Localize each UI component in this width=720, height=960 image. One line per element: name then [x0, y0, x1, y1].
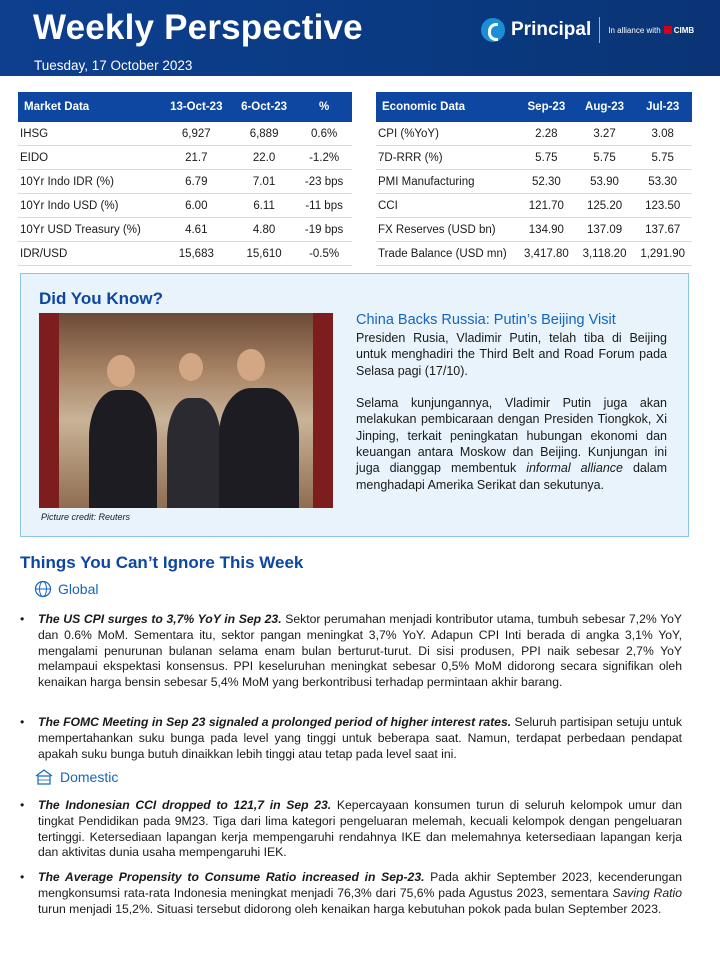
table-cell: 3.08 [633, 122, 692, 146]
news-emphasis: Saving Ratio [612, 885, 682, 900]
table-cell: -1.2% [296, 146, 352, 170]
photo-figure [219, 388, 299, 508]
table-row [18, 146, 352, 170]
table-row [18, 122, 352, 146]
column-header: Market Data [18, 92, 161, 122]
table-cell: 53.90 [576, 170, 634, 194]
news-headline: The Indonesian CCI dropped to 121,7 in Sep 23. [38, 798, 332, 812]
table-cell: 137.67 [633, 218, 692, 242]
row-label: PMI Manufacturing [376, 170, 517, 194]
column-header: Economic Data [376, 92, 517, 122]
cimb-logo-icon [664, 26, 672, 34]
table-cell: 4.80 [232, 218, 296, 242]
column-header: % [296, 92, 352, 122]
row-label: FX Reserves (USD bn) [376, 218, 517, 242]
table-cell: 6.11 [232, 194, 296, 218]
column-header: Aug-23 [576, 92, 634, 122]
table-cell: -19 bps [296, 218, 352, 242]
table-cell: 5.75 [633, 146, 692, 170]
table-row [376, 218, 692, 242]
row-label: 10Yr USD Treasury (%) [18, 218, 161, 242]
photo-figure-head [107, 355, 135, 387]
row-label: IHSG [18, 122, 161, 146]
table-row [18, 242, 352, 266]
table-cell: 5.75 [517, 146, 576, 170]
principal-logo-icon [481, 18, 505, 42]
globe-icon [34, 580, 52, 598]
table-row [376, 242, 692, 266]
table-row [376, 146, 692, 170]
bullet-dot: • [20, 715, 25, 729]
bullet-dot: • [20, 798, 25, 812]
table-cell: -23 bps [296, 170, 352, 194]
brand-block [481, 17, 694, 43]
table-cell: 137.09 [576, 218, 634, 242]
news-headline: The US CPI surges to 3,7% YoY in Sep 23. [38, 612, 282, 626]
section-title: Things You Can’t Ignore This Week [20, 553, 304, 572]
table-cell: 1,291.90 [633, 242, 692, 266]
brand-name: Principal [511, 19, 592, 40]
story-title: China Backs Russia: Putin’s Beijing Visit [356, 312, 616, 328]
economic-data-table [376, 92, 692, 266]
picture-credit: Picture credit: Reuters [41, 512, 131, 522]
column-header: Jul-23 [633, 92, 692, 122]
did-you-know-heading: Did You Know? [39, 289, 164, 308]
table-row [18, 194, 352, 218]
photo-pillar [39, 313, 59, 508]
table-cell: 5.75 [576, 146, 634, 170]
news-photo [39, 313, 333, 508]
market-data-table [18, 92, 352, 266]
news-body: Seluruh partisipan setuju untuk mempertahankan suku bunga pada level yang tinggi untuk beberapa saat. Namun, terdapat perbedaan pendapat apakah suku bunga butuh dinaikkan lebih tinggi atau tetap pada level saat ini. [38, 715, 682, 761]
header-banner [0, 0, 720, 76]
table-cell: 121.70 [517, 194, 576, 218]
story-paragraph: dalam menghadapi Amerika Serikat dan sekutunya. [356, 461, 667, 492]
news-headline: The FOMC Meeting in Sep 23 signaled a prolonged period of higher interest rates. [38, 715, 512, 729]
photo-figure [89, 390, 157, 508]
table-cell: 52.30 [517, 170, 576, 194]
table-row [376, 170, 692, 194]
row-label: EIDO [18, 146, 161, 170]
news-headline: The Average Propensity to Consume Ratio increased in Sep-23. [38, 870, 425, 884]
domestic-label: Domestic [60, 769, 119, 785]
row-label: Trade Balance (USD mn) [376, 242, 517, 266]
story-paragraph: Presiden Rusia, Vladimir Putin, telah tiba di Beijing untuk menghadiri the Third Belt and Road Forum pada Selasa pagi (17/10). [356, 331, 667, 378]
table-header-row [376, 92, 692, 122]
table-cell: 22.0 [232, 146, 296, 170]
global-label: Global [58, 581, 99, 597]
table-cell: 0.6% [296, 122, 352, 146]
news-text [38, 870, 682, 917]
table-cell: 134.90 [517, 218, 576, 242]
table-cell: 6,927 [161, 122, 232, 146]
story-paragraph: Selama kunjungannya, Vladimir Putin juga akan melakukan pembicaraan dengan Presiden Tiongkok, Xi Jinping, terkait peningkatan hubungan ekonomi dan keuangan antara Moskow dan Beijing. Kunjungan ini juga dianggap membentuk [356, 396, 667, 476]
table-row [18, 170, 352, 194]
table-cell: 3,417.80 [517, 242, 576, 266]
table-cell: 125.20 [576, 194, 634, 218]
column-header: 13-Oct-23 [161, 92, 232, 122]
table-cell: 4.61 [161, 218, 232, 242]
row-label: 7D-RRR (%) [376, 146, 517, 170]
bullet-dot: • [20, 612, 25, 626]
story-body [356, 330, 667, 493]
table-cell: 3,118.20 [576, 242, 634, 266]
news-text [38, 612, 682, 691]
table-cell: 53.30 [633, 170, 692, 194]
news-body: Sektor perumahan menjadi kontributor utama, tumbuh sebesar 7,2% YoY dan 0.6% MoM. Sementara itu, sektor pangan meningkat 3,7% YoY. Adapun CPI Inti berada di angka 3,1% YoY, mengalami penurunan bulanan selama enam bulan berturut-turut. Di sisi produsen, PPI naik sebesar 2,7% YoY melampaui ekspektasi konsensus. PPI keseluruhan meningkat sebesar 0,5% MoM didorong secara signifikan oleh kenaikan harga bensin sebesar 5,4% MoM yang berkontribusi terhadap permintaan akhir barang. [38, 612, 682, 690]
table-row [376, 194, 692, 218]
table-cell: 6.79 [161, 170, 232, 194]
global-subheading [34, 580, 98, 598]
table-cell: -11 bps [296, 194, 352, 218]
row-label: IDR/USD [18, 242, 161, 266]
table-row [18, 218, 352, 242]
alliance-text: In alliance with [608, 25, 661, 35]
table-cell: -0.5% [296, 242, 352, 266]
partner-name: CIMB [673, 25, 695, 35]
domestic-subheading [34, 768, 118, 786]
news-body: Kepercayaan konsumen turun di seluruh kelompok umur dan tingkat Pendidikan pada 9M23. Tiga dari lima kategori pengeluaran melemah, kecuali kelompok dengan pengeluaran tertinggi. Ketersediaan lapangan kerja mempengaruhi rendahnya IKE dan melemahnya ketersediaan lapangan kerja dan aktivitas dunia usaha mempengaruhi IEK. [38, 798, 682, 860]
page-title: Weekly Perspective [33, 8, 363, 47]
table-cell: 3.27 [576, 122, 634, 146]
brand-divider [599, 17, 600, 43]
report-date: Tuesday, 17 October 2023 [34, 58, 193, 73]
photo-figure-head [179, 353, 203, 381]
news-body: turun menjadi 15,2%. Situasi tersebut didorong oleh kenaikan harga kebutuhan pokok pada bulan September 2023. [38, 901, 662, 916]
table-cell: 7.01 [232, 170, 296, 194]
house-icon [34, 768, 54, 786]
row-label: CPI (%YoY) [376, 122, 517, 146]
table-header-row [18, 92, 352, 122]
bullet-dot: • [20, 870, 25, 884]
table-row [376, 122, 692, 146]
photo-figure-head [237, 349, 265, 381]
table-cell: 21.7 [161, 146, 232, 170]
column-header: 6-Oct-23 [232, 92, 296, 122]
row-label: 10Yr Indo USD (%) [18, 194, 161, 218]
table-cell: 123.50 [633, 194, 692, 218]
news-body: Pada akhir September 2023, kecenderungan mengkonsumsi rata-rata Indonesia meningkat menjadi 76,3% dari 75,6% pada Agustus 2023, sementara [38, 870, 682, 900]
row-label: CCI [376, 194, 517, 218]
news-text [38, 715, 682, 762]
table-cell: 6,889 [232, 122, 296, 146]
story-emphasis: informal alliance [526, 461, 623, 476]
row-label: 10Yr Indo IDR (%) [18, 170, 161, 194]
did-you-know-box [20, 273, 689, 537]
table-cell: 2.28 [517, 122, 576, 146]
news-text [38, 798, 682, 861]
photo-pillar [313, 313, 333, 508]
table-cell: 15,610 [232, 242, 296, 266]
table-cell: 15,683 [161, 242, 232, 266]
table-cell: 6.00 [161, 194, 232, 218]
column-header: Sep-23 [517, 92, 576, 122]
photo-figure [167, 398, 221, 508]
